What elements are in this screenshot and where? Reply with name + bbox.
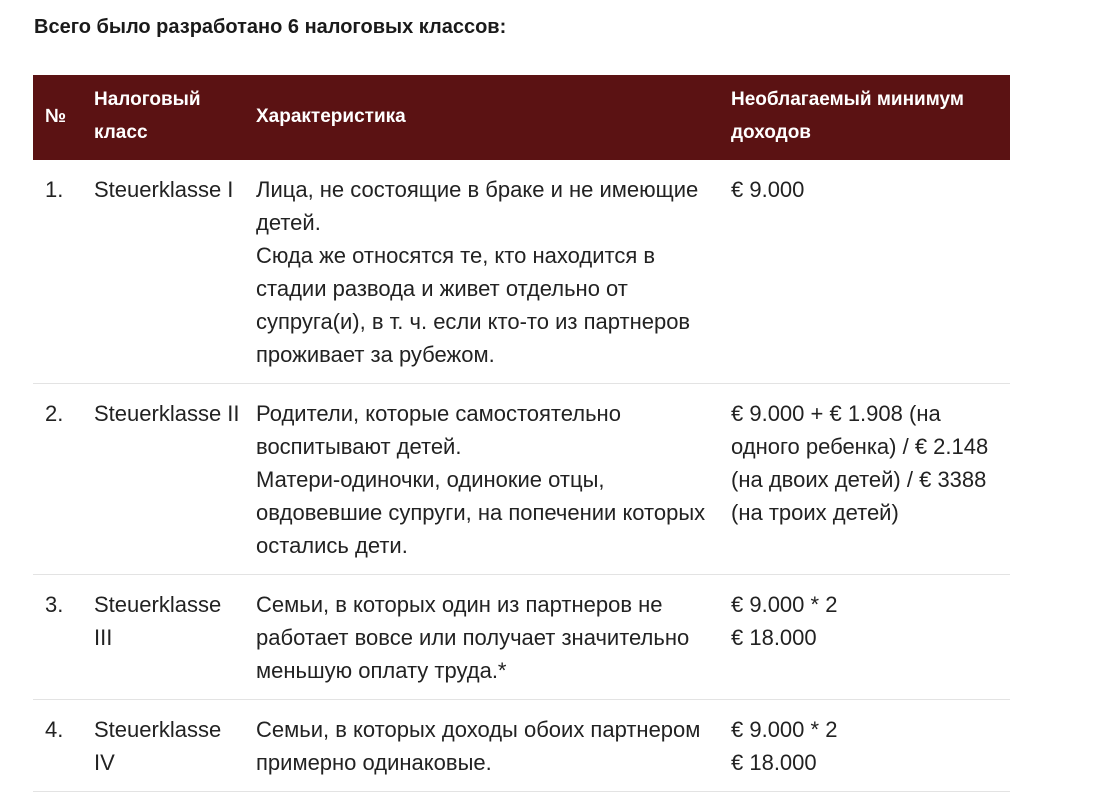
minimum-income-line: € 9.000: [731, 177, 805, 202]
minimum-income-line: € 18.000: [731, 750, 817, 775]
row-characteristic: [256, 384, 731, 575]
header-number: №: [45, 105, 67, 127]
characteristic-line: Лица, не состоящие в браке и не имеющие детей.: [256, 177, 699, 235]
table-row: [33, 700, 1010, 792]
row-tax-class: Steuerklasse III: [94, 592, 222, 650]
header-tax-class: Налоговый класс: [94, 89, 201, 143]
characteristic-line: Семьи, в которых доходы обоих партнером примерно одинаковые.: [256, 717, 701, 775]
tax-classes-table: [33, 75, 1010, 792]
row-number: 4.: [45, 717, 64, 742]
characteristic-line: Семьи, в которых один из партнеров не работает вовсе или получает значительно меньшую оплату труда.*: [256, 592, 690, 683]
row-number: 2.: [45, 401, 64, 426]
table-row: [33, 160, 1010, 384]
row-tax-class: Steuerklasse IV: [94, 717, 222, 775]
header-minimum-income: Необлагаемый минимум доходов: [731, 89, 964, 143]
minimum-income-line: € 18.000: [731, 625, 817, 650]
header-characteristic: Характеристика: [256, 105, 406, 127]
row-minimum-income: [731, 384, 1010, 575]
row-tax-class: Steuerklasse I: [94, 177, 234, 202]
row-characteristic: [256, 160, 731, 384]
characteristic-line: Родители, которые самостоятельно воспитывают детей.: [256, 401, 621, 459]
row-minimum-income: [731, 700, 1010, 792]
section-heading: Всего было разработано 6 налоговых классов:: [34, 16, 507, 38]
row-number: 1.: [45, 177, 64, 202]
minimum-income-line: € 9.000 * 2: [731, 717, 838, 742]
table-header-row: [33, 75, 1010, 160]
characteristic-line: Матери-одиночки, одинокие отцы, овдовевшие супруги, на попечении которых остались дети.: [256, 467, 706, 558]
minimum-income-line: € 9.000 * 2: [731, 592, 838, 617]
row-characteristic: [256, 575, 731, 700]
row-tax-class: Steuerklasse II: [94, 401, 240, 426]
table-row: [33, 384, 1010, 575]
row-number: 3.: [45, 592, 64, 617]
row-minimum-income: [731, 575, 1010, 700]
minimum-income-line: € 9.000 + € 1.908 (на одного ребенка) / € 2.148 (на двоих детей) / € 3388 (на троих детей): [731, 401, 989, 525]
table-row: [33, 575, 1010, 700]
characteristic-line: Сюда же относятся те, кто находится в стадии развода и живет отдельно от супруга(и), в т. ч. если кто-то из партнеров проживает за рубежом.: [256, 243, 691, 367]
row-minimum-income: [731, 160, 1010, 384]
row-characteristic: [256, 700, 731, 792]
